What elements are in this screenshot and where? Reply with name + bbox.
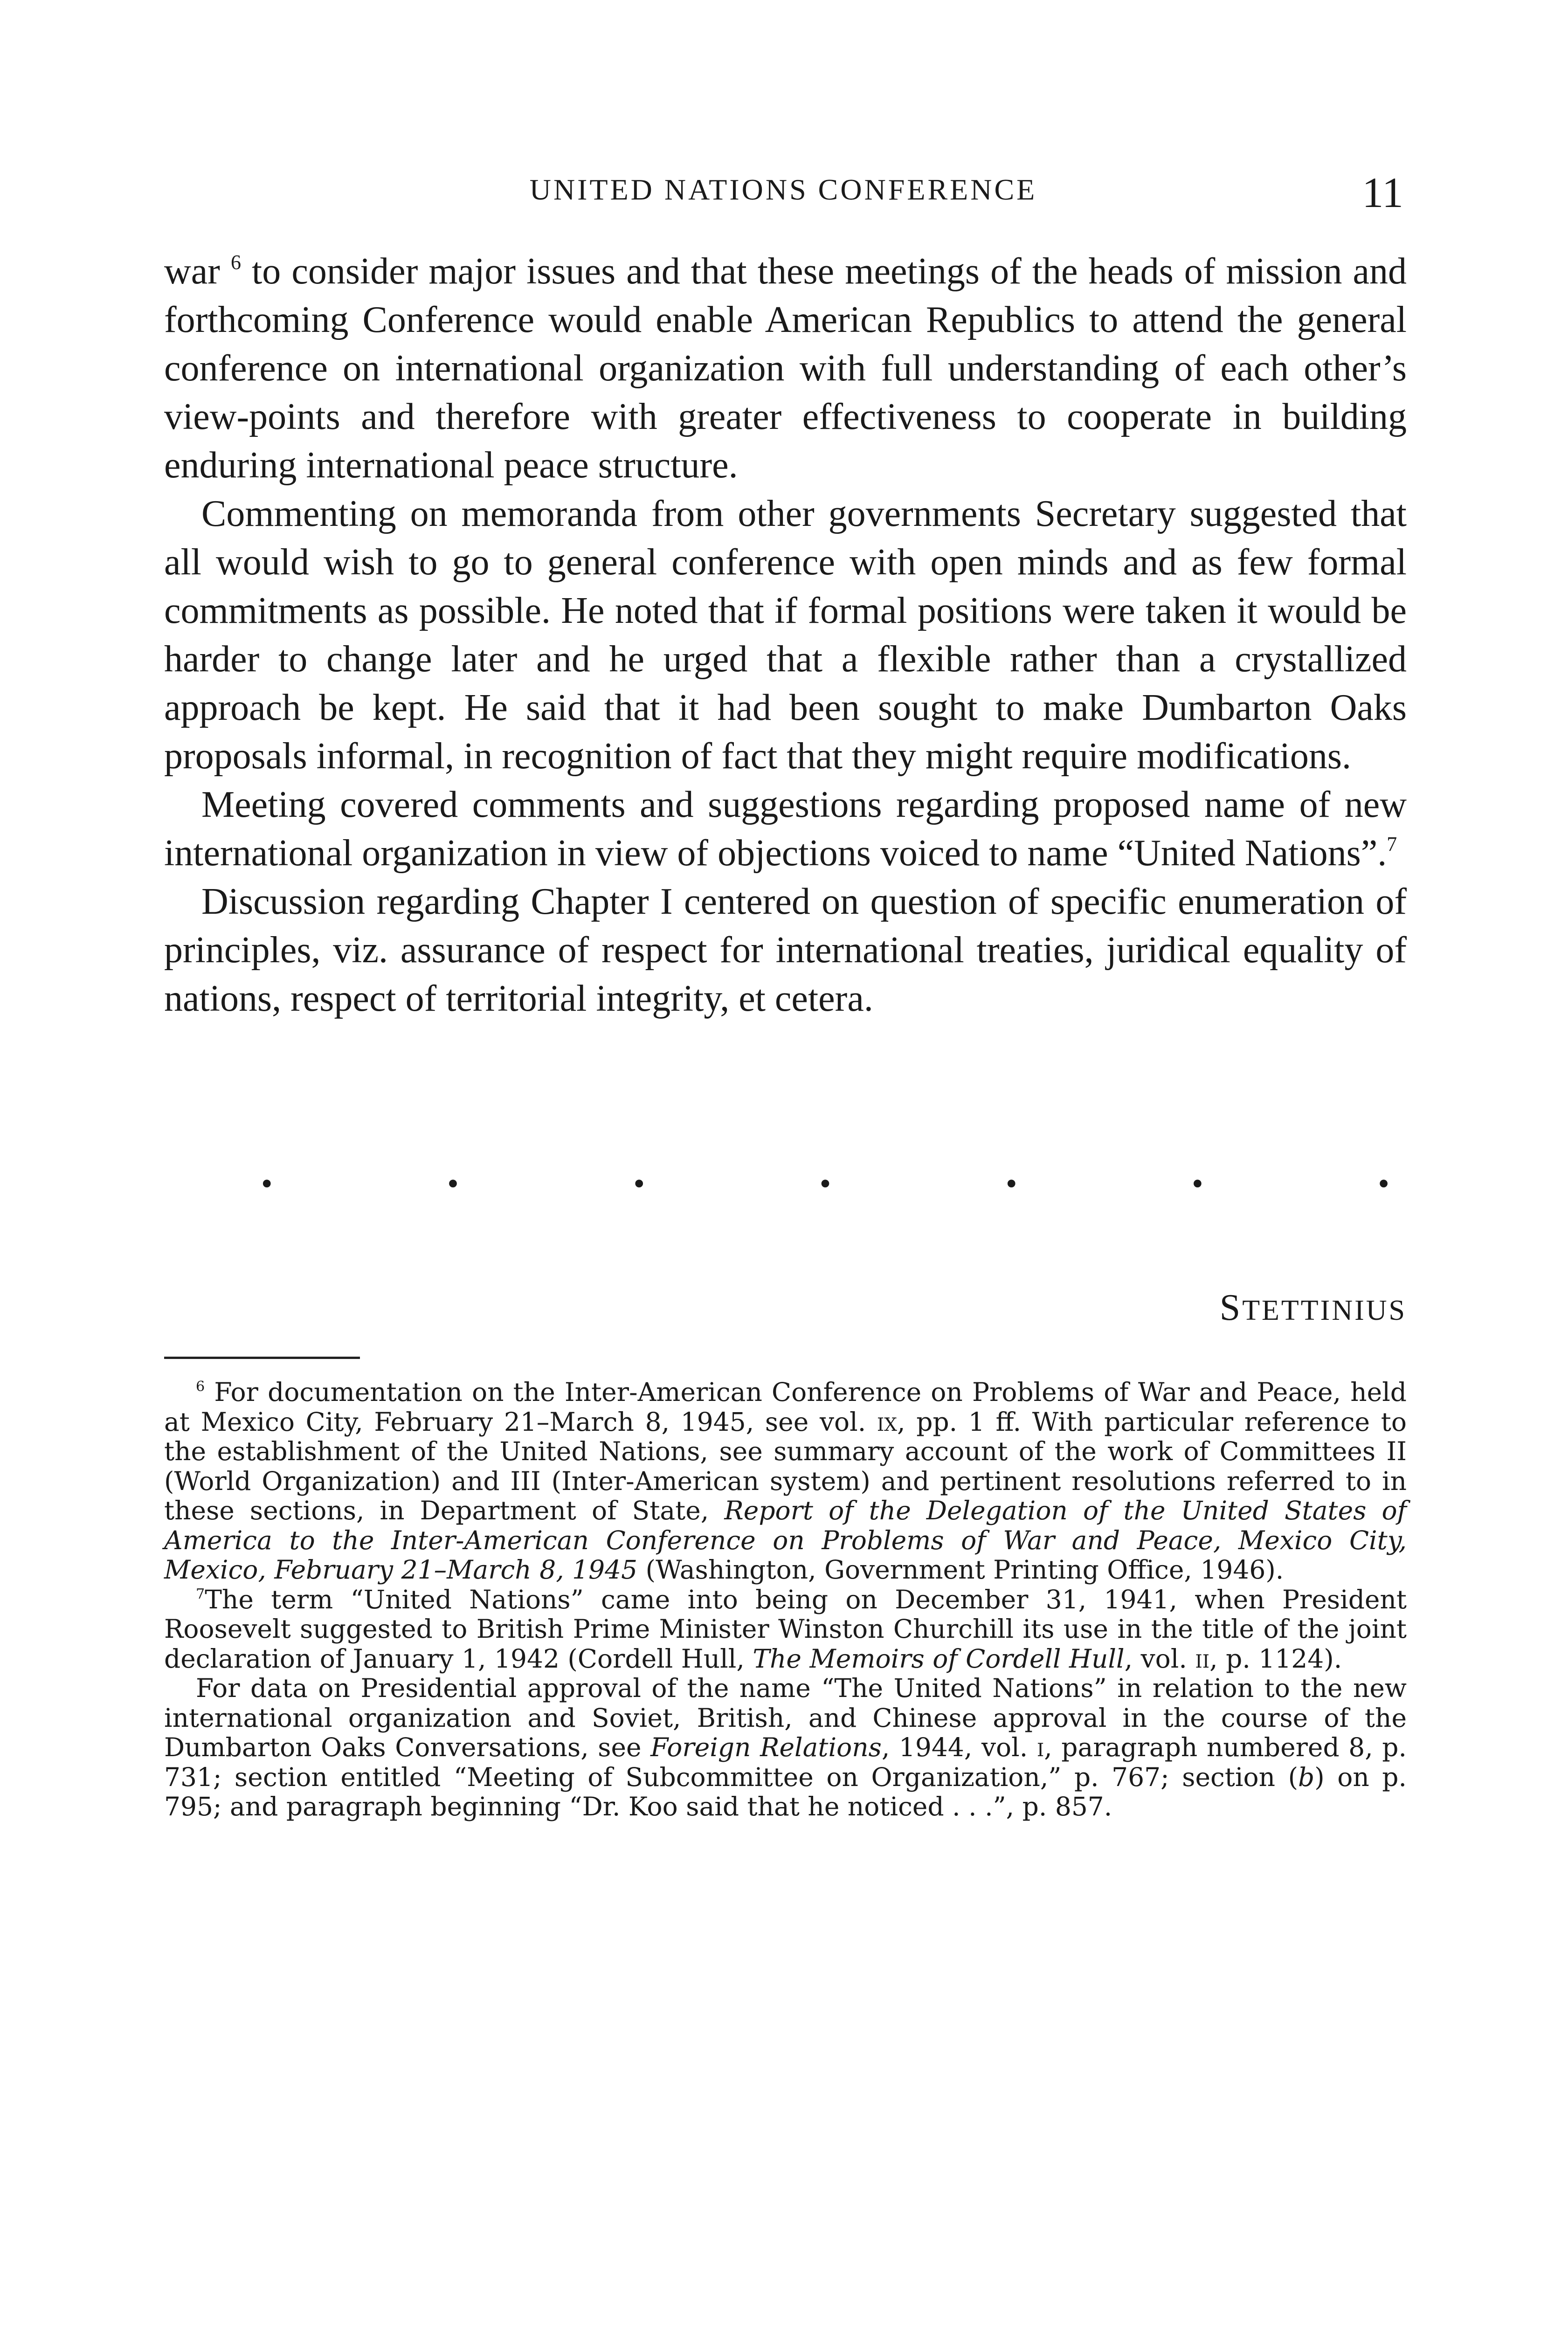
footnote-6-text-b: , pp. 1 ff. With particular reference to the establishment of the United Nations, see summary account of the work of Committees II (World Organization) and III (Inter-American system) and pertinent resolutions referred to in these sections, in Department of State, bbox=[164, 1407, 1407, 1525]
omission-dot: • bbox=[1005, 1166, 1017, 1202]
footnote-7-continued bbox=[164, 1674, 1407, 1822]
footnote-7b-text-a: For data on Presidential approval of the name “The United Nations” in relation to the new international organization and Soviet, British, and Chinese approval in the course of the Dumbarton Oaks Conversations, see bbox=[164, 1673, 1407, 1762]
paragraph-1-lead: war bbox=[164, 251, 220, 292]
paragraph-3 bbox=[164, 780, 1407, 877]
paragraph-4: Discussion regarding Chapter I centered on question of specific enumeration of principles, viz. assurance of respect for international treaties, juridical equality of nations, respect of territorial integrity, et cetera. bbox=[164, 881, 1407, 1019]
paragraph-2: Commenting on memoranda from other governments Secretary suggested that all would wish to go to general conference with open minds and as few formal commitments as possible. He noted that if formal positions were taken it would be harder to change later and he urged that a flexible rather than a crystallized approach be kept. He said that it had been sought to make Dumbarton Oaks proposals informal, in recognition of fact that they might require modifications. bbox=[164, 493, 1407, 777]
footnote-divider bbox=[164, 1357, 360, 1359]
page-number: 11 bbox=[1362, 169, 1403, 216]
footnote-ref-7: 7 bbox=[1387, 833, 1397, 856]
omission-dots bbox=[261, 1166, 1389, 1203]
omission-dot: • bbox=[819, 1166, 831, 1202]
running-head-title: UNITED NATIONS CONFERENCE bbox=[529, 173, 1037, 206]
footnote-7-volume: ii bbox=[1195, 1643, 1210, 1674]
footnote-7 bbox=[164, 1585, 1407, 1674]
footnote-7-title: The Memoirs of Cordell Hull bbox=[753, 1643, 1125, 1674]
omission-dot: • bbox=[1192, 1166, 1203, 1202]
footnote-6 bbox=[164, 1378, 1407, 1585]
footnote-7b-text-c: , paragraph numbered 8, p. 731; section entitled “Meeting of Subcommittee on Organization,” p. 767; section ( bbox=[164, 1732, 1407, 1792]
paragraph-1 bbox=[164, 247, 1407, 490]
body-text bbox=[164, 247, 1407, 1023]
footnotes bbox=[164, 1378, 1407, 1822]
footnote-7-text-b: , vol. bbox=[1124, 1643, 1187, 1674]
omission-dot: • bbox=[447, 1166, 459, 1202]
omission-dot: • bbox=[261, 1166, 273, 1202]
footnote-7b-letter: b bbox=[1298, 1762, 1315, 1792]
paragraph-1-text: to consider major issues and that these meetings of the heads of mission and forthcoming Conference would enable American Republics to attend the general conference on international organization with full understanding of each other’s view-points and therefore with greater effectiveness to cooperate in building enduring international peace structure. bbox=[164, 251, 1407, 486]
footnote-7-text-a: The term “United Nations” came into being on December 31, 1941, when President Roosevelt suggested to British Prime Minister Winston Churchill its use in the title of the joint declaration of January 1, 1942 (Cordell Hull, bbox=[164, 1584, 1407, 1674]
footnote-6-text-a: For documentation on the Inter-American Conference on Problems of War and Peace, held at Mexico City, February 21–March 8, 1945, see vol. bbox=[164, 1377, 1407, 1437]
footnote-7-text-c: , p. 1124). bbox=[1209, 1643, 1342, 1674]
omission-dot: • bbox=[1378, 1166, 1389, 1202]
running-head bbox=[163, 168, 1403, 224]
footnote-6-marker: 6 bbox=[196, 1378, 205, 1395]
footnote-ref-6: 6 bbox=[230, 251, 241, 274]
footnote-7b-text-d: ) on p. 795; and paragraph beginning “Dr. Koo said that he noticed . . .”, p. 857. bbox=[164, 1762, 1407, 1821]
omission-dot: • bbox=[633, 1166, 645, 1202]
footnote-7b-volume: i bbox=[1036, 1732, 1044, 1762]
footnote-6-text-c: (Washington, Government Printing Office, 1946). bbox=[637, 1555, 1284, 1585]
footnote-7b-text-b: , 1944, vol. bbox=[881, 1732, 1028, 1762]
footnote-7-marker: 7 bbox=[196, 1586, 205, 1602]
footnote-6-volume: ix bbox=[877, 1407, 898, 1437]
paragraph-3-text: Meeting covered comments and suggestions regarding proposed name of new international organization in view of objections voiced to name “United Nations”. bbox=[164, 784, 1407, 874]
footnote-7b-title: Foreign Relations bbox=[650, 1732, 882, 1762]
footnote-6-title: Report of the Delegation of the United States of America to the Inter-American Conference on Problems of War and Peace, Mexico City, Mexico, February 21–March 8, 1945 bbox=[164, 1496, 1407, 1585]
signature: STETTINIUS bbox=[1219, 1287, 1407, 1328]
